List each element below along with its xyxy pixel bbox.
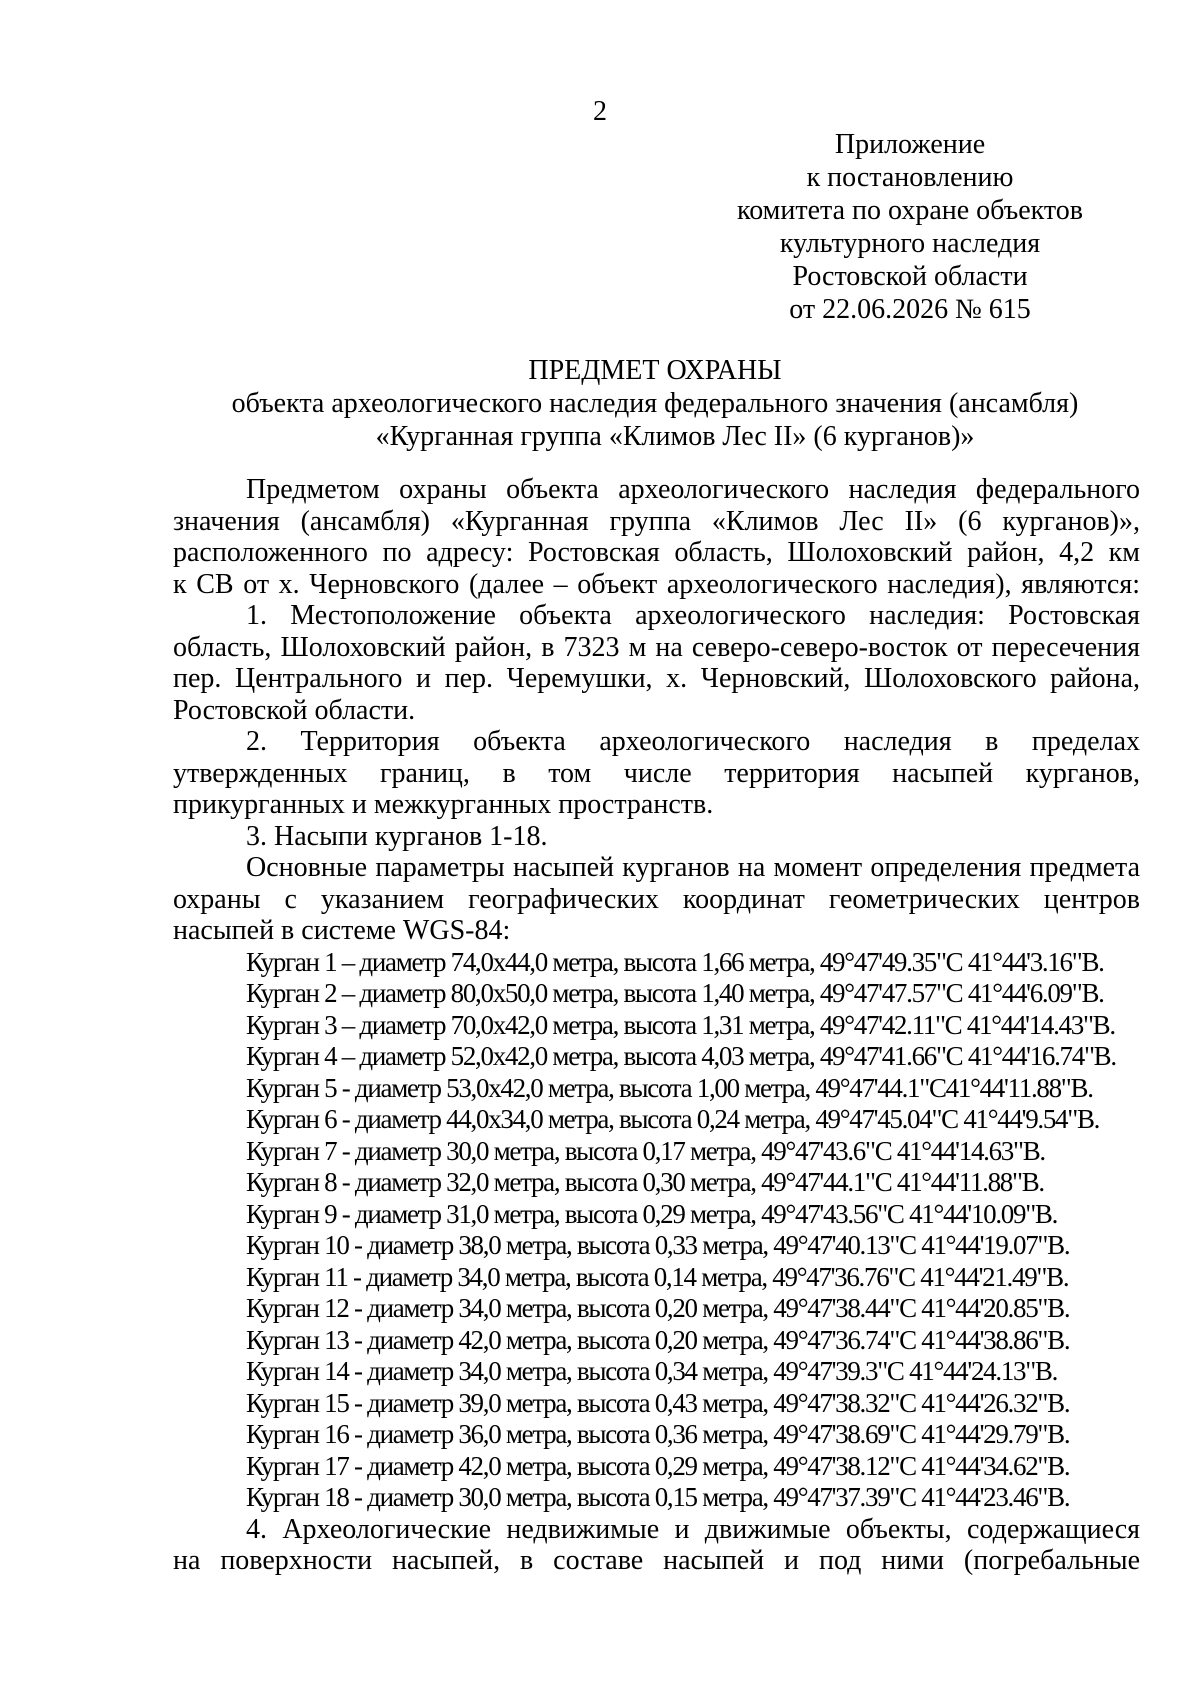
appendix-line: культурного наследия — [779, 228, 1041, 259]
item1-line: 1. Местоположение объекта археологического наследия: Ростовская — [246, 600, 1140, 631]
kurgan-item: Курган 9 - диаметр 31,0 метра, высота 0,29 метра, 49°47'43.56"С 41°44'10.09"В. — [246, 1198, 1058, 1229]
page-number: 2 — [593, 96, 607, 127]
item2-line: прикурганных и межкурганных пространств. — [173, 789, 714, 820]
document-body — [173, 474, 1140, 1577]
document-title — [170, 354, 1140, 453]
title-line-2: объекта археологического наследия федерального значения (ансамбля) — [231, 388, 1079, 419]
kurgan-item: Курган 4 – диаметр 52,0х42,0 метра, высота 4,03 метра, 49°47'41.66"С 41°44'16.74"В. — [246, 1041, 1116, 1071]
appendix-line: комитета по охране объектов — [737, 195, 1083, 226]
kurgan-item: Курган 13 - диаметр 42,0 метра, высота 0,20 метра, 49°47'36.74"С 41°44'38.86"В. — [246, 1324, 1070, 1355]
kurgan-item: Курган 14 - диаметр 34,0 метра, высота 0,34 метра, 49°47'39.3"С 41°44'24.13"В. — [246, 1356, 1058, 1386]
item1-line: Ростовской области. — [173, 694, 416, 726]
intro-line: расположенного по адресу: Ростовская область, Шолоховский район, 4,2 км — [173, 537, 1140, 568]
item1-line: пер. Центрального и пер. Черемушки, х. Черновский, Шолоховского района, — [173, 663, 1140, 694]
appendix-line: Ростовской области — [792, 261, 1028, 292]
kurgan-item: Курган 2 – диаметр 80,0х50,0 метра, высота 1,40 метра, 49°47'47.57"С 41°44'6.09"В. — [246, 978, 1104, 1008]
intro-line: значения (ансамбля) «Курганная группа «Климов Лес II» (6 курганов)», — [173, 505, 1140, 537]
kurgan-item: Курган 6 - диаметр 44,0х34,0 метра, высота 0,24 метра, 49°47'45.04"С 41°44'9.54"В. — [246, 1104, 1100, 1134]
item4-line: на поверхности насыпей, в составе насыпей и под ними (погребальные — [173, 1545, 1140, 1576]
appendix-line: Приложение — [834, 129, 986, 160]
appendix-line: к постановлению — [806, 162, 1014, 193]
kurgan-item: Курган 11 - диаметр 34,0 метра, высота 0,14 метра, 49°47'36.76"С 41°44'21.49"В. — [246, 1261, 1069, 1292]
params-intro-line: охраны с указанием географических координат геометрических центров — [173, 883, 1140, 915]
item4-line: 4. Археологические недвижимые и движимые объекты, содержащиеся — [246, 1513, 1140, 1545]
kurgan-item: Курган 7 - диаметр 30,0 метра, высота 0,17 метра, 49°47'43.6"С 41°44'14.63"В. — [246, 1135, 1045, 1166]
kurgan-item: Курган 15 - диаметр 39,0 метра, высота 0,43 метра, 49°47'38.32"С 41°44'26.32"В. — [246, 1387, 1070, 1418]
kurgan-list — [173, 947, 1140, 1514]
appendix-line: от 22.06.2026 № 615 — [789, 294, 1031, 325]
title-line-3: «Курганная группа «Климов Лес II» (6 курганов)» — [375, 421, 975, 452]
kurgan-item: Курган 12 - диаметр 34,0 метра, высота 0,20 метра, 49°47'38.44"С 41°44'20.85"В. — [246, 1293, 1070, 1323]
item2-line: утвержденных границ, в том числе территория насыпей курганов, — [173, 757, 1140, 789]
intro-line: Предметом охраны объекта археологического наследия федерального — [246, 474, 1140, 505]
item2-line: 2. Территория объекта археологического наследия в пределах — [246, 726, 1140, 757]
item3-line: 3. Насыпи курганов 1-18. — [246, 820, 548, 852]
params-intro-line: насыпей в системе WGS-84: — [173, 915, 511, 946]
intro-line: к СВ от х. Черновского (далее – объект археологического наследия), являются: — [173, 568, 1140, 600]
kurgan-item: Курган 1 – диаметр 74,0х44,0 метра, высота 1,66 метра, 49°47'49.35"С 41°44'3.16"В. — [246, 946, 1104, 977]
appendix-header — [700, 128, 1120, 326]
kurgan-item: Курган 17 - диаметр 42,0 метра, высота 0,29 метра, 49°47'38.12"С 41°44'34.62"В. — [246, 1450, 1070, 1481]
kurgan-item: Курган 18 - диаметр 30,0 метра, высота 0,15 метра, 49°47'37.39"С 41°44'23.46"В. — [246, 1482, 1070, 1512]
kurgan-item: Курган 5 - диаметр 53,0х42,0 метра, высота 1,00 метра, 49°47'44.1"С41°44'11.88"В. — [246, 1072, 1093, 1103]
kurgan-item: Курган 3 – диаметр 70,0х42,0 метра, высота 1,31 метра, 49°47'42.11"С 41°44'14.43"В. — [246, 1009, 1115, 1040]
item1-line: область, Шолоховский район, в 7323 м на северо-северо-восток от пересечения — [173, 631, 1140, 663]
kurgan-item: Курган 10 - диаметр 38,0 метра, высота 0,33 метра, 49°47'40.13"С 41°44'19.07"В. — [246, 1230, 1070, 1260]
params-intro-line: Основные параметры насыпей курганов на момент определения предмета — [246, 852, 1140, 883]
kurgan-item: Курган 16 - диаметр 36,0 метра, высота 0,36 метра, 49°47'38.69"С 41°44'29.79"В. — [246, 1419, 1070, 1449]
kurgan-item: Курган 8 - диаметр 32,0 метра, высота 0,30 метра, 49°47'44.1"С 41°44'11.88"В. — [246, 1167, 1044, 1197]
title-line-1: ПРЕДМЕТ ОХРАНЫ — [528, 355, 782, 386]
